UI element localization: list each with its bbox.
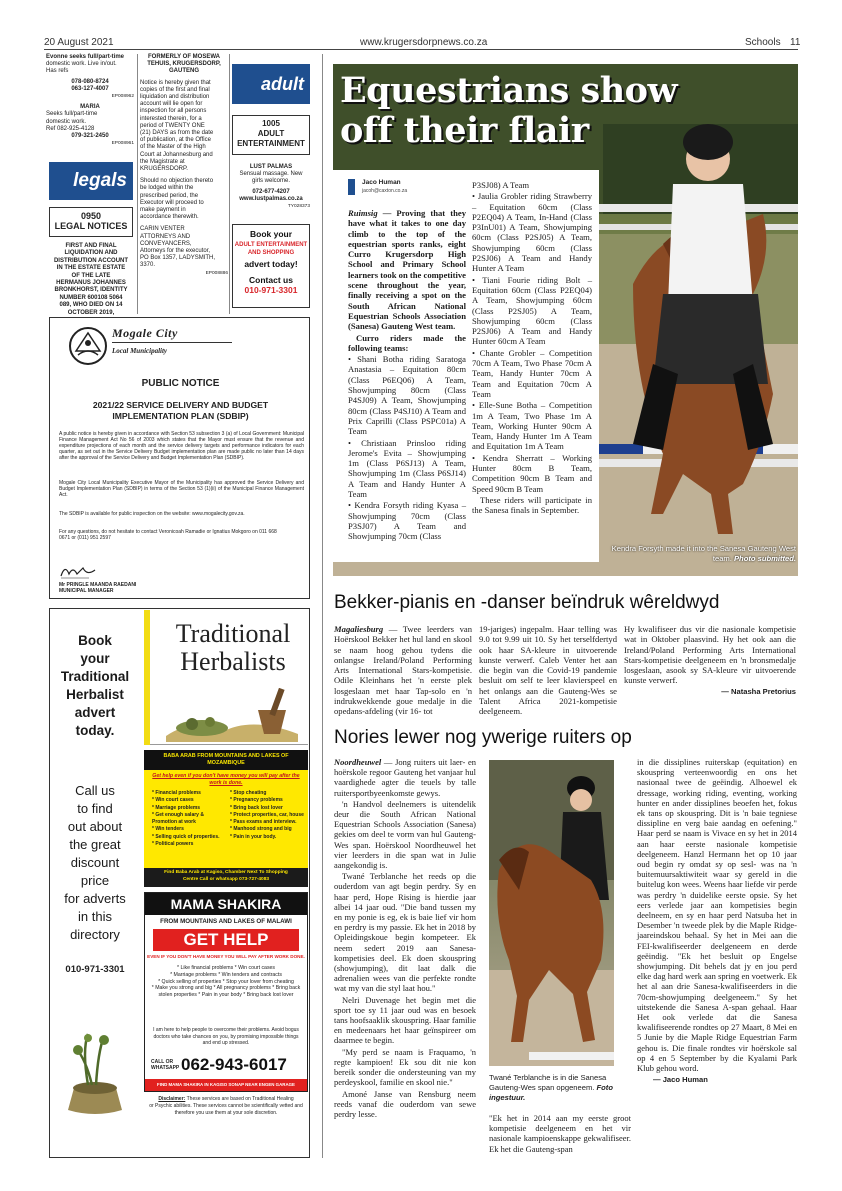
baba-right-list [230, 790, 306, 841]
story3-text: "My perd se naam is Fraquamo, 'n regte kampioen! Ek sou dit nie kon bereik sonder die ondersteuning van my perdeyskool, familie en skool nie." [334, 1046, 476, 1088]
liq-line: BRONKHORST, IDENTITY [54, 287, 128, 294]
baba-tagline: Get help even if you don't have money you will pay after the work is done. [152, 773, 300, 786]
baba-item: * Get enough salary & Promotion at work [152, 811, 204, 826]
sig-name: Mr PRINGLE MAANDA RAEDANI [59, 582, 137, 588]
maria-line: domestic work. [46, 118, 87, 125]
team-entry: P3SJ08) A Team [472, 180, 530, 190]
classified-evonne [46, 54, 134, 147]
notice-p3[interactable]: The SDBIP is available for public inspection on the website: www.mogalecity.gov.za. [59, 511, 245, 517]
story2-headline: Bekker-pianis en -danser beïndruk wêreldwyd [334, 592, 720, 613]
signature [59, 562, 99, 580]
call-line: price [80, 873, 110, 888]
notice-line: of the Master of the High [140, 144, 206, 151]
shakira-list [147, 965, 305, 999]
liquidation-heading [46, 243, 136, 317]
baba-footer [144, 868, 308, 887]
story3-text: Nelri Duvenage het begin met die sport toe sy 11 jaar oud was en besoek tans hoofsaaklik skouspring. Haar familie en medeenaars het haar geïnspireer om daarmee te begin. [334, 994, 476, 1046]
author-marker [348, 179, 355, 195]
baba-arab-ad[interactable] [144, 750, 308, 887]
notice-line: period of TWENTY ONE [140, 122, 205, 129]
lust-line: Sensual massage. New [239, 171, 303, 178]
mogale-logo [68, 325, 108, 367]
baba-footer-line: Centre Call or whatsapp 073-727-4083 [182, 876, 270, 882]
objection-line: Should no objection thereto [140, 178, 214, 185]
baba-item: * Protect properties, car, house [230, 811, 304, 818]
liq-line: LIQUIDATION AND [64, 250, 118, 257]
book-ad-line: Contact us [249, 275, 293, 285]
book-adult-ad[interactable] [232, 224, 310, 308]
notice-line: liquidation and distribution [140, 94, 210, 101]
story2-byline: — Natasha Pretorius [721, 686, 796, 696]
story3-text: Amoné Janse van Rensburg neem reeds vanaf die ouderdom van sewe perdry lesse. [334, 1088, 476, 1119]
shakira-name: MAMA SHAKIRA [145, 893, 307, 915]
call-line: out about [67, 819, 123, 834]
shakira-phone[interactable]: 062-943-6017 [181, 1055, 287, 1074]
subtitle-line: IMPLEMENTATION PLAN (SDBIP) [112, 411, 249, 421]
shakira-even: EVEN IF YOU DON'T HAVE MONEY YOU WILL PAY AFTER WORK DONE. [147, 954, 305, 959]
team-entry: • Kendra Forsyth riding Kyasa – Showjumping 70cm (Class P3SJ07) A Team and Showjumping 70cm (Class [348, 500, 466, 542]
story2-dateline: Magaliesburg [334, 624, 384, 634]
baba-item: * Win court cases [152, 797, 194, 804]
lead-author: Jaco Human [362, 179, 401, 186]
evonne-line: Evonne seeks full/part-time [46, 54, 125, 60]
evonne-line: Has refs [46, 68, 69, 75]
objection-line: be lodged within the [140, 185, 194, 192]
book-herbalist [54, 632, 136, 740]
notice-line: Notice is hereby given that [140, 79, 211, 86]
story3-text: — Jong ruiters uit laer- en hoërskole regoor Gauteng het vanjaar hul vaardighede agter die teuels by talle ruitersportbyeenkomste gewys. [334, 757, 476, 798]
issue-date: 20 August 2021 [44, 37, 114, 48]
site-url[interactable]: www.krugersdorpnews.co.za [360, 37, 488, 48]
caption-text: Twané Terblanche is in die Sanesa Gauteng-Wes span opgeneem. [489, 1073, 607, 1092]
team-entry: • Kendra Sherratt – Working Hunter 80cm B Team, Competition 90cm B Team and Speed 90cm B Team [472, 452, 592, 494]
objection-line: make payment in [140, 207, 186, 214]
banner-line: Traditional [175, 619, 291, 648]
attorney-line: Attorneys for the executor, [140, 248, 211, 255]
baba-item: * Bring back lost lover [230, 804, 283, 811]
maria-name: MARIA [80, 104, 100, 111]
evonne-phone: 078-080-8724 [71, 78, 109, 85]
notice-line: (21) DAYS as from the date [140, 130, 214, 137]
page-number: 11 [790, 37, 801, 48]
story3-col1 [334, 757, 476, 1120]
call-label: WHATSAPP [151, 1065, 180, 1071]
section-name: Schools [745, 37, 781, 48]
team-intro: Curro riders made the following teams: [348, 332, 466, 353]
story2-col3 [624, 624, 796, 698]
banner-title [158, 620, 308, 676]
org-sub: Local Municipality [112, 347, 168, 355]
call-line: to find [77, 801, 113, 816]
lead-caption [604, 544, 796, 564]
maria-line: Ref 082-925-4128 [46, 125, 95, 132]
baba-item: * Pregnancy problems [230, 797, 283, 804]
herb-bowl-icon [58, 1030, 132, 1120]
story3-text: in die dissiplines ruiterskap (equitation) en skouspring verteenwoordig en ons het nasionaal twee de geëindig. Alhoewel ek dressage, working riding, eventing, working hunter en ander dissiplines beoefen het, fokus ek tans op skouspring. Dit is 'n baie tegniese dissipline en verg baie aandag en oefening." Haar perd se naam is Vivace en sy het in 2014 aan haar eerste nasionale kompetisie deelgeneem. Hanzl Hermann het op 10 jaar oud begin ry omdat sy op sesl- was na 'n buitemuursaktiwiteit waar sy gereld in die buitelug kon wees. Weens haar liefde vir perde was perdry 'n duidelike eerste opsie. Sy het eers verlede jaar aan kompetisies begin deelneem, en sy en haar perd Natsuba het in Desember 'n tweede plek by die Maple Ridge-jaareindskou behaal. Sy het in Mei aan die FEI-kwalifiseerder deelgeneem en derde geëindig. "Ek het besluit op Engelse showjumping. Dit behels dat jy en jou perd elke dag hard werk aan spring en voetwerk. Ek het al aan drie Sanesa-kwalifiseerders in die 70cm-showjumping deelgeneem." Sy het uitstekende die Sanesa A-span gehaal. Haar Het ook verlede dat die Sanesa kwalifiseerende rondtes op 27 Maart, 8 Mei en 5 Junie by die Maple Ridge Equestrian Farm gehou is. Die finale rondtes vir hoërskole sal op 4 en 5 September by die Kyalami Park Klub gehou word. [637, 757, 797, 1074]
notice-line: of publication, at the Office [140, 137, 211, 144]
col-divider [137, 54, 138, 314]
book-line: Book [78, 633, 112, 648]
herbalists-banner [144, 610, 308, 745]
baba-left-list [152, 790, 228, 848]
shakira-item: stolen properties * Pain in your body * Bring back lost lover [158, 992, 294, 999]
lead-col2 [472, 180, 592, 517]
baba-item: * Win tenders [152, 826, 184, 833]
book-ad-phone[interactable]: 010-971-3301 [244, 285, 298, 295]
col-divider [229, 54, 230, 314]
banner-line: Herbalists [180, 647, 286, 676]
baba-item: * Selling quick of properties. [152, 833, 220, 840]
book-line: today. [75, 723, 115, 738]
objection-line: prescribed period, the [140, 192, 199, 199]
book-line: advert [74, 705, 116, 720]
notice-line: interested therein, for a [140, 115, 202, 122]
story3-caption [489, 1073, 621, 1103]
story3-dateline: Noordheuwel [334, 757, 382, 767]
notice-p2: Mogale City Local Municipality Executive Mayor of the Municipality has approved the Service Delivery and Budget Implementation Plan (SDBIP) in terms of the Section 53 (1)(ii) of the Municipal Finance Management Act. [59, 480, 304, 498]
book-ad-line: advert today! [244, 259, 298, 269]
baba-item: * Pain in your body. [230, 833, 277, 840]
liq-line: 089, WHO DIED ON 14 [59, 302, 123, 309]
public-notice [49, 317, 310, 599]
org-name: Mogale City [112, 326, 178, 340]
sig-block [59, 582, 136, 594]
disclaimer-line: or Psychic abilities. These services cannot be scientifically vetted and [149, 1103, 303, 1109]
maria-phone: 079-321-2450 [71, 133, 109, 140]
shakira-item: * Like financial problems * Win court cases [176, 965, 276, 971]
evonne-line: domestic work. Live in/out. [46, 61, 117, 68]
book-line: your [80, 651, 110, 666]
notice-p1: A public notice is hereby given in accordance with Section 53 subsection 3 (a) of Local Government: Municipal Finance Management Act No 56 of 2003 which states that the Mayor must ensure that the revenue and expenditure projections of each month and the service delivery targets and performance indicators for each quarter, as set out in the Service Delivery Budget implementation plan are made public no later than 14 days after the approval of the Service Delivery and Budget Implementation Plan (SDBIP). [59, 431, 304, 461]
liq-line: NUMBER 600108 5064 [59, 294, 123, 301]
lead-col1 [348, 208, 466, 543]
team-entry: • Christiaan Prinsloo riding Jerome's Evita – Showjumping 1m (Class P6SJ13) A Team, Showjumping 1m (Class P6SJ14) A Team and Handy Hunter A Team [348, 437, 466, 500]
book-ad-line: AND SHOPPING [247, 250, 295, 256]
notice-subtitle [50, 400, 311, 422]
header-rule [44, 49, 798, 50]
evonne-code: EP008962 [111, 94, 134, 100]
disclaimer-label: Disclaimer: [158, 1096, 186, 1102]
story3-text: Twané Terblanche het reeds op die ouderdom van agt begin perdry. Sy en haar perd, Hope Rising is hierdie jaar albei 14 jaar oud. "Die band tussen my en my ponie is eg, ek is baie lief vir hom en perdry is my passie. Ek het in 2018 by Opleidingskoue begin kompeteer. Ek neem sedert 2019 aan Sanesa-kompetisies deel. Ek doen skouspring (showjumping), dit laat dalk die adrenalien wees van die perfekte rondte wat my van die styl laat hou." [334, 871, 476, 994]
legal-code: 0950 [80, 211, 102, 221]
lust-web[interactable]: www.lustpalmas.co.za [239, 195, 303, 202]
liq-line: FIRST AND FINAL [65, 243, 117, 249]
book-line: Herbalist [66, 687, 124, 702]
disclaimer [144, 1096, 308, 1117]
notice-p4: For any questions, do not hesitate to contact Veronicoah Ramadie or Ignatius Mokgoro on 011 668 0671 or (011) 951 2597 [59, 529, 277, 541]
baba-item: * Political powers [152, 841, 194, 848]
classified-lust [232, 164, 310, 210]
maria-line: Seeks full/part-time [46, 111, 98, 118]
adult-box [232, 115, 310, 155]
baba-title-line: MOZAMBIQUE [207, 760, 245, 766]
liq-line: DISTRIBUTION ACCOUNT [53, 257, 129, 264]
attorney-code: EP008886 [205, 270, 228, 276]
book-line: Traditional [60, 669, 130, 684]
adult-title: ENTERTAINMENT [237, 139, 305, 148]
lead-intro: — Proving that they have what it takes to one day climb to the top of the equestrian sports ranks, eight Curro Krugersdorp High School and Primary School learners took on the competitive scene throughout the year, finally receiving a spot on the South African National Equestrian Schools Association (Sanesa) Gauteng West team. [348, 208, 466, 332]
legal-title: LEGAL NOTICES [54, 221, 128, 231]
legals-tag: legals [49, 162, 133, 200]
disclaimer-line: therefore you use them at your sole discretion. [174, 1110, 278, 1116]
headline-line: Equestrians show [340, 70, 678, 111]
jumping-horse-scene [489, 760, 614, 1066]
call-us [52, 782, 138, 944]
team-entry: • Jaulia Grobler riding Strawberry – Equitation 60cm (Class P2EQ04) A Team, In-Hand (Class P3InU01) A Team, Showjumping 60cm (Class P2SJ05) A Team, Showjumping 60cm (Class P2SJ06) A Team and Handy Hunter A Team [472, 191, 592, 274]
team-entry: • Tiani Fourie riding Bolt – Equitation 60cm (Class P2EQ04) A Team, Showjumping 60cm (Class P2SJ05) A Team, Showjumping 60cm (Class P2SJ06) A Team and Handy Hunter 60cm A Team [472, 274, 592, 347]
adult-code: 1005 [262, 119, 280, 128]
liq-line: OF THE LATE [71, 272, 111, 279]
mosewa-line: TEHUIS, KRUGERSDORP, [147, 61, 221, 68]
story3-byline: — Jaco Human [653, 1075, 708, 1085]
notice-line: the Magistrate at [140, 158, 185, 165]
herbalist-phone[interactable]: 010-971-3301 [65, 964, 125, 975]
call-line: in this [78, 909, 112, 924]
team-entry: These riders will participate in the Sanesa finals in September. [472, 494, 592, 516]
call-line: directory [70, 927, 120, 942]
team-entry: • Shani Botha riding Saratoga Anastasia – Equitation 80cm (Class P6EQ06) A Team, Showjumping 80cm (Class P4SJ09) A Team, Showjumping 80cm (Class P4SJ10) A Team and Prix Caprilli (Class PSPC01a) A Team [348, 354, 466, 437]
book-ad-line: Book your [249, 229, 293, 239]
lust-code: TY028373 [287, 204, 310, 210]
attorney-line: CARIN VENTER [140, 226, 185, 233]
notice-line: inspection for all persons [140, 108, 207, 115]
pledge-line: I am here to help people to overcome their problems. Avoid bogus [153, 1027, 299, 1033]
pledge-line: and end up stressed. [202, 1040, 250, 1046]
attorney-line: CONVEYANCERS, [140, 240, 192, 247]
story3-text: 'n Handvol deelnemers is uitendelik deur die South African National Equestrian Schools Association (Sanesa) gekies om deel te vorm van hul Gauteng-Wes span. Hoërskool Noordheuwel het vier leerders in die span wat in Julie aangekondig is. [334, 798, 476, 871]
lead-email[interactable]: jacoh@caxton.co.za [362, 188, 408, 194]
mama-shakira-ad[interactable] [144, 892, 308, 1092]
shakira-item: * Marriage problems * Win tenders and contracts [170, 971, 282, 978]
baba-item: * Financial problems [152, 790, 201, 796]
notice-line: copies of the first and final [140, 86, 210, 93]
story2-col2: 19-jariges) ingepalm. Haar telling was 9.0 tot 9.99 uit 10. Sy het terselfdertyd ook haar SA-kleure in uitvoerende kunste verwerf. Caleb Venter het aan die begin van die Covid-19 pandemie besluit om self te leer klavierspeel en het onlangs aan die Gauteng-Wes se Talent Africa 2021-kompetisie deelgeneem. [479, 624, 617, 717]
main-divider [322, 54, 323, 1158]
lead-dateline: Ruimsig [348, 208, 378, 218]
baba-item: * Manhood strong and big [230, 826, 292, 833]
sig-title: MUNICIPAL MANAGER [59, 588, 114, 594]
shakira-find: FIND MAMA SHAKIRA IN KAGISO SONAP NEAR ENGEN GARAGE [145, 1079, 307, 1091]
evonne-phone: 063-127-4007 [71, 85, 109, 92]
story3-headline: Nories lewer nog ywerige ruiters op [334, 727, 632, 748]
lust-line: LUST PALMAS [249, 164, 293, 170]
story3-col3 [637, 757, 797, 1087]
story2-text: — Twee leerders van Hoërskool Bekker het hul land en skool se naam hoog gehou tydens die onlangse Ireland/Poland Performing Arts International Stars-kompetisie. Odile Kleinhans het 'n eerste plek losgeslaan met haar Tap-solo en 'n indrukwekkende goue medalje in die opedans-afdeling (vir 16- tot [334, 624, 472, 717]
mosewa-line: GAUTENG [169, 68, 199, 75]
mosewa-line: FORMERLY OF MOSEWA [147, 54, 220, 60]
objection-line: Executor will proceed to [140, 199, 204, 206]
org-rule [112, 342, 232, 343]
book-ad-line: ADULT ENTERTAINMENT [234, 242, 308, 248]
shakira-pledge [147, 1027, 305, 1047]
baba-title-line: BABA ARAB FROM MOUNTAINS AND LAKES OF [163, 753, 289, 759]
subtitle-line: 2021/22 SERVICE DELIVERY AND BUDGET [92, 400, 269, 410]
notice-line: account will lie open for [140, 101, 203, 108]
liq-line: IN THE ESTATE ESTATE [56, 265, 126, 272]
mortar-icon [162, 688, 302, 742]
liq-line: OCTOBER 2019, [67, 309, 115, 316]
attorney-line: ATTORNEYS AND [140, 233, 191, 240]
caption-credit: Photo submitted. [733, 554, 796, 563]
headline-line: off their flair [340, 110, 589, 151]
shakira-help: GET HELP [153, 929, 299, 951]
caption-credit: Foto ingestuur. [489, 1083, 613, 1102]
attorney-line: 3370. [140, 262, 156, 269]
adult-title: ADULT [257, 129, 285, 138]
liq-line: HERMANUS JOHANNES [56, 280, 126, 287]
call-line: the great [69, 837, 121, 852]
call-line: Call us [75, 783, 115, 798]
caption-text: Kendra Forsyth made it into the Sanesa Gauteng West team. [611, 544, 796, 563]
lust-phone: 072-677-4207 [252, 188, 290, 195]
shakira-item: * Make you strong and big * All pregnancy problems * Bring back [151, 985, 301, 992]
baba-item: * Marriage problems [152, 804, 201, 811]
notice-title: PUBLIC NOTICE [141, 378, 220, 389]
classified-notice [140, 54, 228, 277]
team-entry: • Chante Grobler – Competition 70cm A Team, Two Phase 70cm A Team, Handy Hunter 70cm A Team and Equitation 70cm A Team [472, 347, 592, 399]
story2-col1 [334, 624, 472, 717]
maria-code: EP008961 [111, 141, 134, 147]
notice-line: KRUGERSDORP. [140, 166, 188, 173]
objection-line: accordance therewith. [140, 214, 199, 221]
shakira-call [151, 1059, 179, 1071]
adult-tag: adult [232, 64, 310, 104]
attorney-line: PO Box 1357, LADYSMITH, [140, 255, 216, 262]
shakira-item: * Quick selling of properties * Stop your lover from cheating [158, 978, 294, 985]
team-entry: • Elle-Sune Botha – Competition 1m A Team, Two Phase 1m A Team, Working Hunter 90cm A Team, Handy Hunter 1m A Team and Equitation 1m A Team [472, 400, 592, 452]
notice-line: Court at Johannesburg and [140, 151, 213, 158]
pledge-line: doctors who take chances on you, by promising impossible things [153, 1033, 299, 1040]
story3-col2: "Ek het in 2014 aan my eerste groot kompetisie deelgeneem en het vir nasionale kampioenskappe gekwalifiseer. Ek het die Gauteng-span [489, 1113, 631, 1154]
baba-item: * Stop cheating [230, 790, 267, 796]
call-line: discount [70, 855, 120, 870]
call-label: CALL OR [151, 1059, 174, 1065]
story3-photo [489, 760, 614, 1066]
baba-item: * Pass exams and interview. [230, 819, 297, 826]
call-line: for adverts [64, 891, 126, 906]
baba-title [144, 750, 308, 770]
banner-stripe [144, 610, 150, 745]
baba-footer-line: Find Baba Arab at Kagiso, Chamber Next To Shopping [164, 870, 288, 875]
story2-text: Hy kwalifiseer dus vir die nasionale kompetisie wat in Oktober plaasvind. Hy het ook aan die Ireland/Poland Performing Arts International Stars-kompetisie deelgeneem en 'n bronsmedalje losgeslaan, asook sy SA-kleure vir uitvoerende kunste verwerf. [624, 624, 796, 686]
disclaimer-line: These services are based on Traditional Healing [186, 1096, 294, 1102]
legal-notices-box [49, 207, 133, 237]
lust-line: girls welcome. [251, 178, 290, 185]
shakira-from: FROM MOUNTAINS AND LAKES OF MALAWI [160, 918, 292, 925]
lead-headline [340, 71, 680, 151]
